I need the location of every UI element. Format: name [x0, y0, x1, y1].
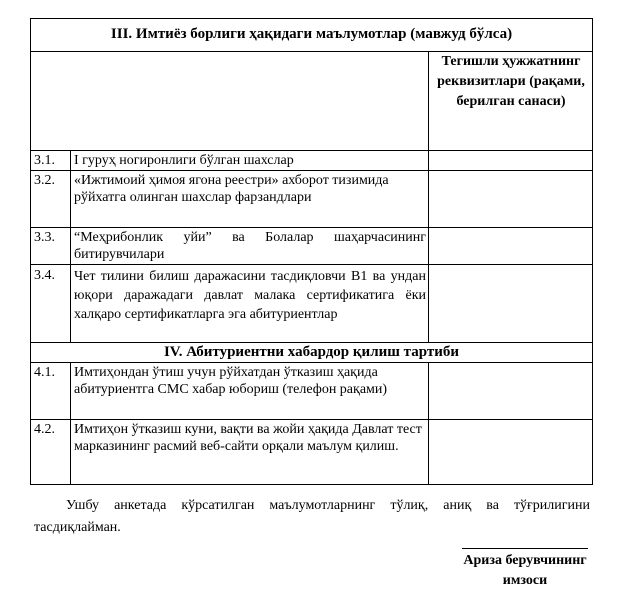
row-3-4-text: Чет тилини билиш даражасини тасдиқловчи B1 ва ундан юқори даражадаги давлат малака сертификатига ёки халқаро сертификатларга эга абитуриентлар: [74, 269, 426, 322]
row-4-2-number: 4.2.: [34, 422, 55, 437]
row-3-1-number: 3.1.: [34, 153, 55, 168]
row-3-3-number: 3.3.: [34, 230, 55, 245]
row-3-2-number: 3.2.: [34, 173, 55, 188]
signature-label: Ариза берувчининг имзоси: [463, 553, 587, 588]
row-4-1-value[interactable]: [429, 363, 592, 419]
row-3-1-text: I гуруҳ ногиронлиги бўлган шахслар: [74, 153, 294, 168]
row-4-1-number: 4.1.: [34, 365, 55, 380]
row-3-1-value[interactable]: [429, 151, 592, 170]
row-3-4-value[interactable]: [429, 265, 592, 342]
row-4-2-value[interactable]: [429, 420, 592, 484]
row-3-3-value[interactable]: [429, 228, 592, 264]
row-3-4-number: 3.4.: [34, 268, 55, 283]
row-3-2-text: «Ижтимоий ҳимоя ягона реестри» ахборот тизимида рўйхатга олинган шахслар фарзандлари: [74, 173, 389, 205]
document-details-column-header: Тегишли ҳужжатнинг реквизитлари (рақами, берилган санаси): [437, 54, 585, 109]
row-4-2-text: Имтиҳон ўтказиш куни, вақти ва жойи ҳақида Давлат тест марказининг расмий веб-сайти орқали маълум қилиш.: [74, 422, 422, 454]
confirmation-statement: Ушбу анкетада кўрсатилган маълумотларнинг тўлиқ, аниқ ва тўғрилигини тасдиқлайман.: [34, 498, 590, 535]
section4-title: IV. Абитуриентни хабардор қилиш тартиби: [163, 344, 460, 360]
row-4-1-text: Имтиҳондан ўтиш учун рўйхатдан ўтказиш ҳақида абитуриентга СМС хабар юбориш (телефон рақами): [74, 365, 388, 397]
signature-line[interactable]: [462, 548, 588, 549]
row-3-3-text: “Меҳрибонлик уйи” ва Болалар шаҳарчасининг битирувчилари: [74, 230, 426, 262]
section3-title: III. Имтиёз борлиги ҳақидаги маълумотлар (мавжуд бўлса): [110, 26, 513, 42]
row-3-2-value[interactable]: [429, 171, 592, 227]
